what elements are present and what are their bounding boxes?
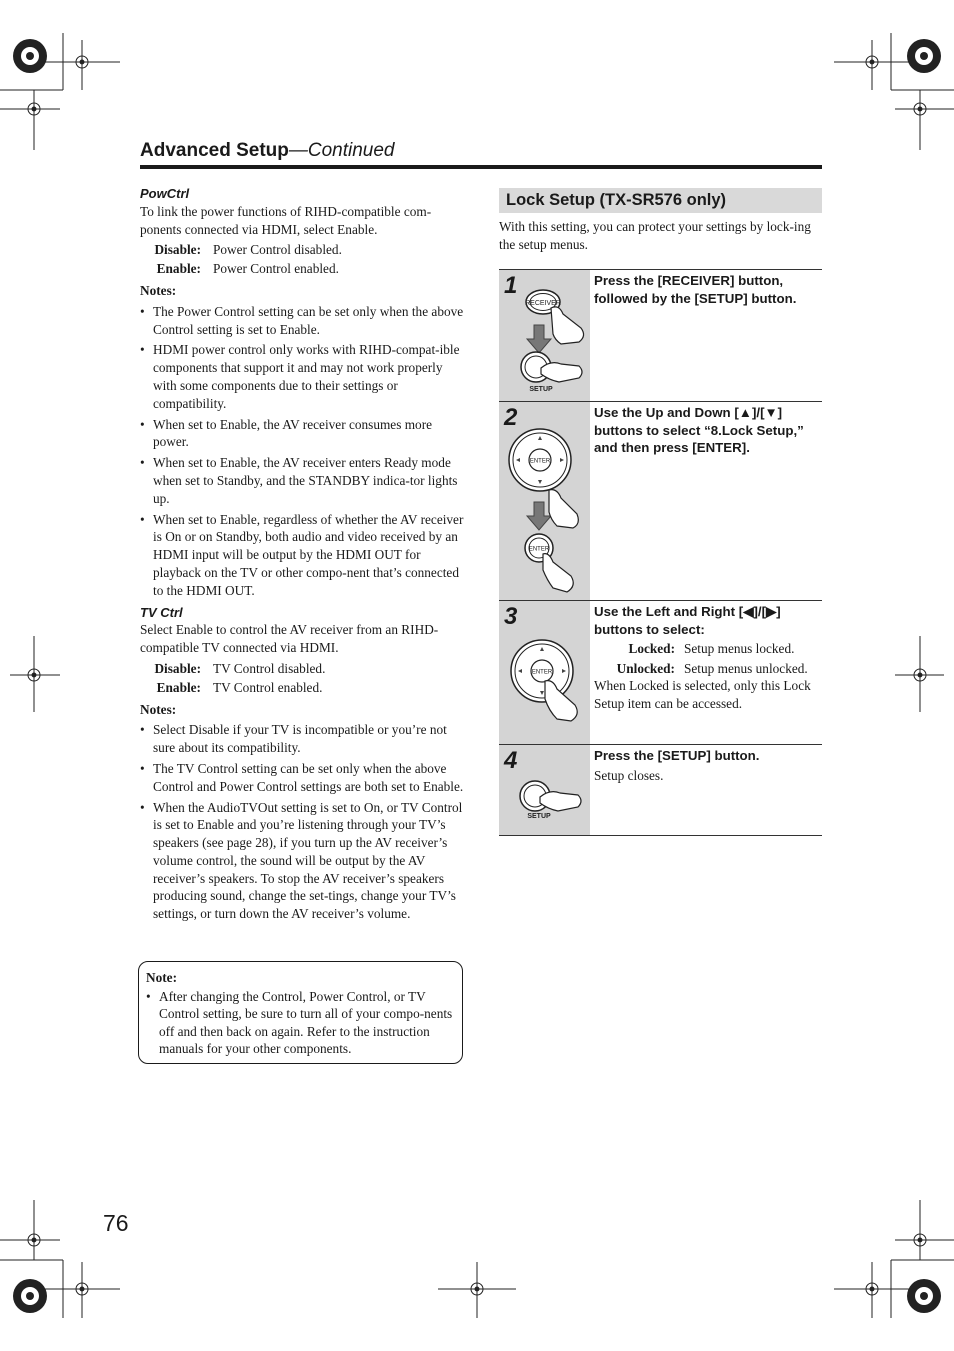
powctrl-heading: PowCtrl	[140, 186, 190, 201]
tvctrl-option	[140, 679, 464, 697]
step-instruction: Use the Up and Down [▲]/[▼] buttons to select “8.Lock Setup,” and then press [ENTER].	[594, 405, 804, 456]
hand-icon	[549, 490, 578, 528]
step-extra: When Locked is selected, only this Lock Setup item can be accessed.	[594, 678, 811, 711]
list-item: • When set to Enable, the AV receiver enters Ready mode when set to Standby, and the STANDBY indica-tor lights up.	[140, 454, 464, 507]
step-text	[594, 747, 822, 784]
setup-illustration	[499, 745, 590, 836]
step-3	[499, 600, 822, 745]
step-number: 3	[504, 603, 518, 630]
powctrl-notes-list	[140, 303, 464, 600]
receiver-setup-illustration	[499, 270, 590, 402]
option-key: Unlocked:	[616, 660, 675, 676]
step-number: 2	[504, 404, 518, 431]
steps-bottom-rule	[499, 835, 822, 836]
tvctrl-intro: Select Enable to control the AV receiver from an RIHD-compatible TV connected via HDMI.	[140, 622, 439, 656]
header-title: Advanced Setup	[140, 140, 289, 161]
note-heading: Note:	[146, 970, 178, 985]
enter-button-label: ENTER	[529, 458, 551, 465]
option-key: Disable:	[154, 242, 201, 258]
option-key: Enable:	[156, 261, 201, 277]
tvctrl-option	[140, 660, 464, 678]
enter-button-label: ENTER	[528, 546, 550, 553]
option-key: Disable:	[154, 660, 201, 676]
step-1	[499, 269, 822, 402]
step-text	[594, 272, 822, 307]
list-item: • When set to Enable, the AV receiver consumes more power.	[140, 416, 464, 452]
option-value: TV Control enabled.	[213, 679, 323, 695]
option-value: Setup menus unlocked.	[684, 660, 808, 676]
step-instruction: Press the [RECEIVER] button, followed by the [SETUP] button.	[594, 273, 797, 306]
step-2	[499, 401, 822, 601]
lock-setup-intro: With this setting, you can protect your settings by lock-ing the setup menus.	[499, 219, 811, 252]
powctrl-intro: To link the power functions of RIHD-compatible com-ponents connected via HDMI, select Enable.	[140, 203, 432, 237]
tvctrl-notes-heading: Notes:	[140, 701, 177, 717]
list-item: • When set to Enable, regardless of whether the AV receiver is On or on Standby, both audio and video received by an HDMI input will be output by the HDMI OUT for playback on the TV or other compo-nent that’s connected to the HDMI OUT.	[140, 511, 464, 600]
leftright-illustration	[499, 601, 590, 745]
step-instruction: Press the [SETUP] button.	[594, 748, 760, 763]
page-header	[140, 140, 395, 162]
step-text	[594, 404, 822, 457]
header-rule	[140, 165, 822, 169]
step-number: 1	[504, 272, 518, 299]
step-extra: Setup closes.	[594, 767, 664, 783]
tvctrl-heading: TV Ctrl	[140, 604, 183, 620]
list-item: • When the AudioTVOut setting is set to On, or TV Control is set to Enable and you’re listening through your TV’s speakers (see page 28), if you turn up the AV receiver’s volume control, the sound will be output by the AV receiver’s speakers. To stop the AV receiver’s speakers producing sound, change the set-tings, change your TV’s settings, or turn down the AV receiver’s volume.	[140, 799, 464, 924]
note-box	[138, 961, 463, 1064]
updown-enter-illustration	[499, 402, 590, 601]
option-value: Setup menus locked.	[684, 641, 795, 657]
lock-option	[594, 640, 822, 658]
receiver-button-label: RECEIVER	[525, 300, 561, 307]
hand-icon	[540, 792, 581, 811]
hand-icon	[543, 554, 573, 592]
step-4	[499, 744, 822, 836]
list-item: • The Power Control setting can be set only when the above Control setting is set to Enable.	[140, 303, 464, 339]
step-instruction: Use the Left and Right [◀]/[▶] buttons to select:	[594, 604, 781, 637]
arrow-down-icon	[527, 502, 551, 530]
setup-button-label: SETUP	[527, 813, 551, 820]
list-item: • Select Disable if your TV is incompatible or you’re not sure about its compatibility.	[140, 721, 464, 757]
hand-icon	[551, 307, 584, 344]
header-continued: —Continued	[288, 140, 395, 161]
option-key: Enable:	[156, 679, 201, 695]
option-value: Power Control disabled.	[213, 242, 342, 258]
note-list	[146, 988, 454, 1058]
step-text	[594, 603, 822, 713]
hand-icon	[541, 363, 582, 382]
left-column	[140, 183, 464, 923]
option-value: TV Control disabled.	[213, 660, 326, 676]
lock-setup-heading: Lock Setup (TX-SR576 only)	[499, 188, 822, 213]
setup-button-label: SETUP	[529, 386, 553, 393]
powctrl-option	[140, 260, 464, 278]
list-item: • After changing the Control, Power Control, or TV Control setting, be sure to turn all of your compo-nents off and then back on again. Refer to the instruction manuals for your other components.	[146, 988, 454, 1058]
step-number: 4	[504, 747, 518, 774]
powctrl-option	[140, 241, 464, 259]
list-item: • The TV Control setting can be set only when the above Control and Power Control settings are both set to Enable.	[140, 760, 464, 796]
tvctrl-notes-list	[140, 721, 464, 923]
option-value: Power Control enabled.	[213, 261, 339, 277]
powctrl-notes-heading: Notes:	[140, 282, 177, 298]
page-number: 76	[103, 1210, 129, 1236]
list-item: • HDMI power control only works with RIHD-compat-ible components that support it and may not work properly with some components due to their settings or compatibility.	[140, 341, 464, 412]
option-key: Locked:	[628, 641, 675, 657]
arrow-down-icon	[527, 325, 551, 353]
lock-option	[594, 660, 822, 678]
enter-button-label: ENTER	[531, 669, 553, 676]
